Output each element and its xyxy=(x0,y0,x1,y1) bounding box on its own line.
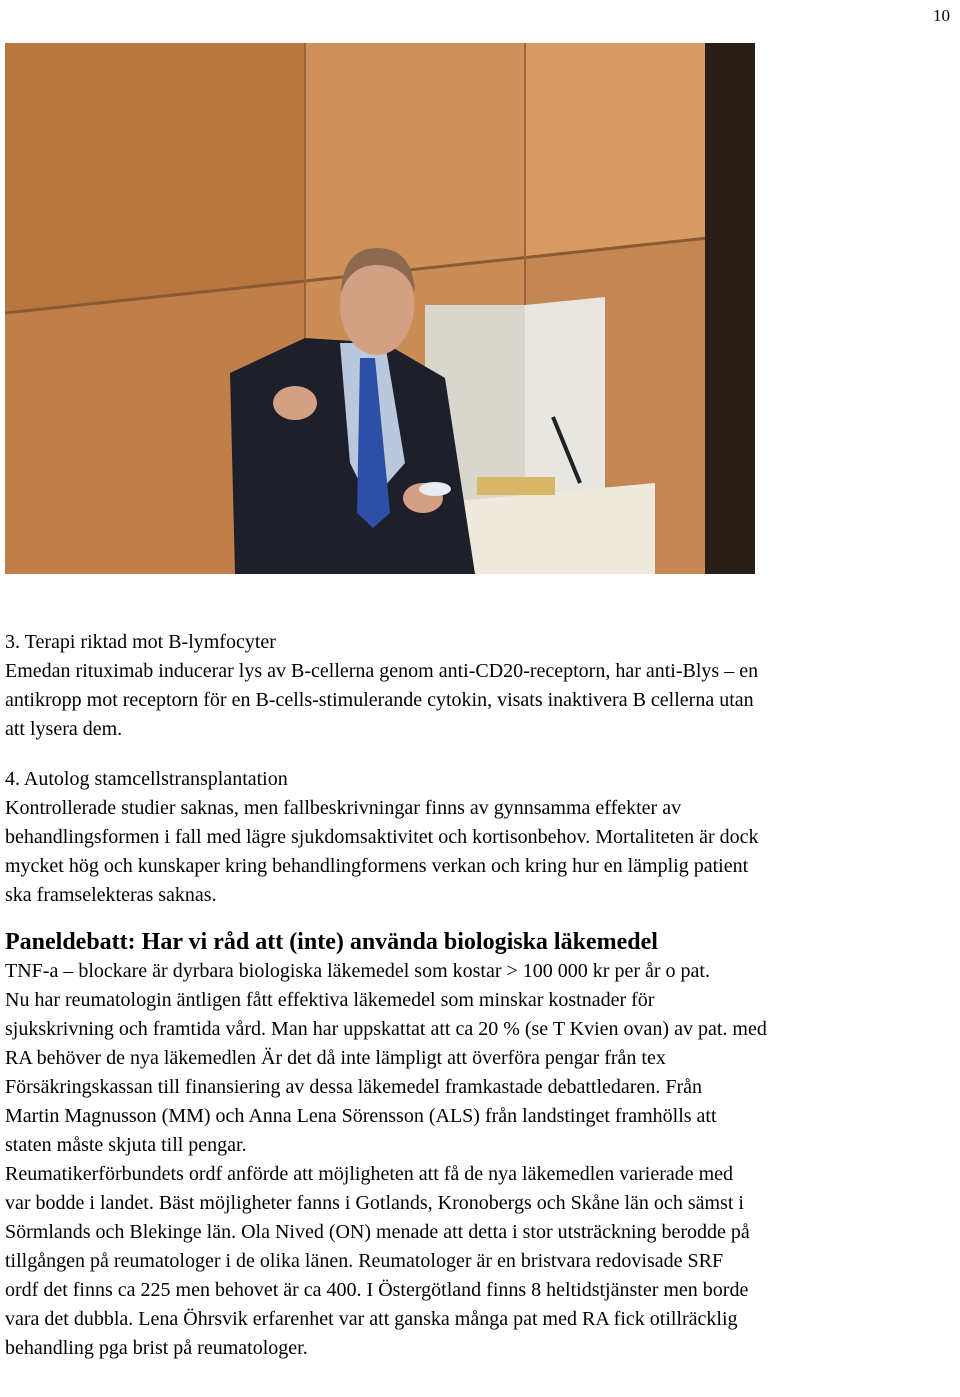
panel-line: Reumatikerförbundets ordf anförde att möjligheten att få de nya läkemedlen varierade med xyxy=(5,1163,734,1185)
panel-line: tillgången på reumatologer i de olika länen. Reumatologer är en bristvara redovisade SRF xyxy=(5,1250,724,1272)
section-4-line: ska framselekteras saknas. xyxy=(5,884,217,906)
section-4-line: behandlingsformen i fall med lägre sjukdomsaktivitet och kortisonbehov. Mortaliteten är dock xyxy=(5,826,759,848)
section-3-line: att lysera dem. xyxy=(5,718,123,740)
wood-panel-left xyxy=(5,43,305,313)
panel-line: behandling pga brist på reumatologer. xyxy=(5,1337,308,1359)
panel-line: Sörmlands och Blekinge län. Ola Nived (ON) menade att detta i stor utsträckning berodde på xyxy=(5,1221,750,1243)
panel-heading: Paneldebatt: Har vi råd att (inte) använda biologiska läkemedel xyxy=(5,929,658,955)
panel-line: Nu har reumatologin äntligen fått effektiva läkemedel som minskar kostnader för xyxy=(5,989,655,1011)
panel-line: Försäkringskassan till finansiering av dessa läkemedel framkastade debattledaren. Från xyxy=(5,1076,702,1098)
panel-line: var bodde i landet. Bäst möjligheter fanns i Gotlands, Kronobergs och Skåne län och sämst i xyxy=(5,1192,744,1214)
speaker-hand-left xyxy=(273,386,317,420)
dark-column xyxy=(705,43,755,574)
section-4-line: Kontrollerade studier saknas, men fallbeskrivningar finns av gynnsamma effekter av xyxy=(5,797,682,819)
panel-line: RA behöver de nya läkemedlen Är det då inte lämpligt att överföra pengar från tex xyxy=(5,1047,666,1069)
panel-line: Martin Magnusson (MM) och Anna Lena Sörensson (ALS) från landstinget framhölls att xyxy=(5,1105,717,1127)
wood-panel-middle xyxy=(305,43,525,283)
panel-line: ordf det finns ca 225 men behovet är ca 400. I Östergötland finns 8 heltidstjänster men borde xyxy=(5,1279,749,1301)
page-number: 10 xyxy=(933,6,950,25)
panel-line: vara det dubbla. Lena Öhrsvik erfarenhet var att ganska många pat med RA fick otillräcklig xyxy=(5,1308,738,1330)
document-body xyxy=(5,628,955,1363)
panel-line: staten måste skjuta till pengar. xyxy=(5,1134,247,1156)
section-4-line: mycket hög och kunskaper kring behandlingformens verkan och kring hur en lämplig patient xyxy=(5,855,749,877)
speaker-at-podium-photo xyxy=(5,43,755,574)
remote-control xyxy=(419,482,451,496)
podium-lamp xyxy=(477,477,555,495)
section-4-title: 4. Autolog stamcellstransplantation xyxy=(5,768,288,790)
section-3-line: antikropp mot receptorn för en B-cells-stimulerande cytokin, visats inaktivera B cellerna utan xyxy=(5,689,754,711)
panel-line: sjukskrivning och framtida vård. Man har uppskattat att ca 20 % (se T Kvien ovan) av pat. med xyxy=(5,1018,767,1040)
panel-line: TNF-a – blockare är dyrbara biologiska läkemedel som kostar > 100 000 kr per år o pat. xyxy=(5,960,710,982)
section-3-line: Emedan rituximab inducerar lys av B-cellerna genom anti-CD20-receptorn, har anti-Blys – en xyxy=(5,660,759,682)
section-3-title: 3. Terapi riktad mot B-lymfocyter xyxy=(5,631,276,653)
speaker-photo xyxy=(5,43,755,574)
